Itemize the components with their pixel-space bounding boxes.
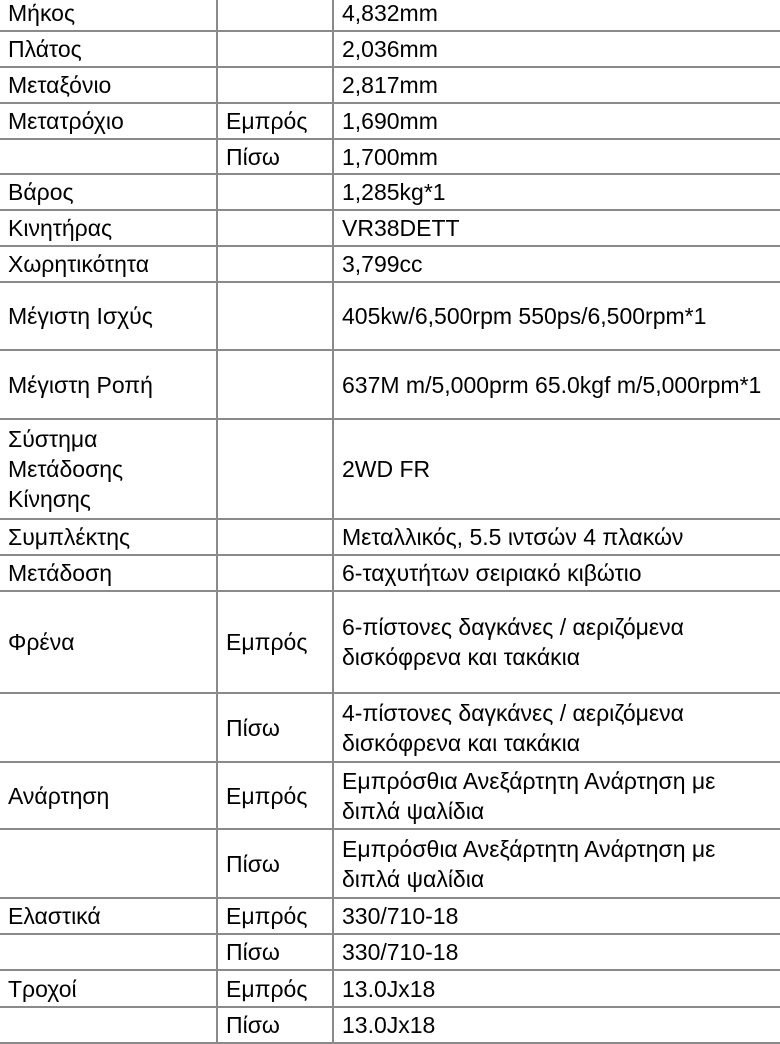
spec-sub: Πίσω: [217, 829, 333, 898]
spec-sub: [217, 210, 333, 246]
spec-value: 13.0Jx18: [333, 970, 780, 1007]
spec-label: Μετάδοση: [0, 555, 217, 591]
table-row: [0, 350, 780, 419]
spec-label: Συμπλέκτης: [0, 519, 217, 555]
spec-label: [0, 829, 217, 898]
spec-sub: [217, 67, 333, 103]
spec-label: Μεταξόνιο: [0, 67, 217, 103]
spec-sub: Πίσω: [217, 139, 333, 174]
table-row: [0, 970, 780, 1007]
spec-label: Σύστημα Μετάδοσης Κίνησης: [0, 419, 217, 519]
spec-value: 6-ταχυτήτων σειριακό κιβώτιο: [333, 555, 780, 591]
spec-sub: Πίσω: [217, 693, 333, 762]
spec-sub: [217, 31, 333, 67]
table-row: [0, 210, 780, 246]
spec-label: Χωρητικότητα: [0, 246, 217, 282]
table-row: [0, 103, 780, 139]
spec-sub: [217, 555, 333, 591]
spec-sub: Πίσω: [217, 934, 333, 970]
spec-label: Τροχοί: [0, 970, 217, 1007]
table-row: [0, 762, 780, 829]
table-row: [0, 934, 780, 970]
spec-sub: [217, 519, 333, 555]
table-row: [0, 174, 780, 210]
spec-value: 330/710-18: [333, 934, 780, 970]
spec-label: Πλάτος: [0, 31, 217, 67]
spec-value: 1,700mm: [333, 139, 780, 174]
spec-label: Κινητήρας: [0, 210, 217, 246]
spec-sub: [217, 246, 333, 282]
spec-label: [0, 693, 217, 762]
spec-sub: Πίσω: [217, 1007, 333, 1043]
table-row: [0, 591, 780, 693]
spec-label: Φρένα: [0, 591, 217, 693]
spec-label: Μήκος: [0, 0, 217, 31]
spec-sub: [217, 350, 333, 419]
spec-label: [0, 139, 217, 174]
spec-value: 4,832mm: [333, 0, 780, 31]
spec-value: 330/710-18: [333, 898, 780, 934]
spec-label: [0, 1007, 217, 1043]
spec-value: 4-πίστονες δαγκάνες / αεριζόμενα δισκόφρενα και τακάκια: [333, 693, 780, 762]
spec-label: Ελαστικά: [0, 898, 217, 934]
table-row: [0, 246, 780, 282]
table-row: [0, 555, 780, 591]
spec-label: [0, 934, 217, 970]
spec-value: 6-πίστονες δαγκάνες / αεριζόμενα δισκόφρενα και τακάκια: [333, 591, 780, 693]
table-row: [0, 67, 780, 103]
spec-value: VR38DETT: [333, 210, 780, 246]
spec-label: Μετατρόχιο: [0, 103, 217, 139]
spec-label: Βάρος: [0, 174, 217, 210]
spec-sub: Εμπρός: [217, 970, 333, 1007]
spec-value: Μεταλλικός, 5.5 ιντσών 4 πλακών: [333, 519, 780, 555]
spec-label: Μέγιστη Ισχύς: [0, 282, 217, 350]
spec-sub: [217, 282, 333, 350]
spec-sub: [217, 419, 333, 519]
spec-value: Εμπρόσθια Ανεξάρτητη Ανάρτηση με διπλά ψαλίδια: [333, 829, 780, 898]
table-row: [0, 31, 780, 67]
spec-label: Ανάρτηση: [0, 762, 217, 829]
spec-sub: [217, 174, 333, 210]
spec-value: 3,799cc: [333, 246, 780, 282]
spec-value: 2,036mm: [333, 31, 780, 67]
table-row: [0, 419, 780, 519]
table-row: [0, 898, 780, 934]
spec-value: 1,285kg*1: [333, 174, 780, 210]
spec-value: Εμπρόσθια Ανεξάρτητη Ανάρτηση με διπλά ψαλίδια: [333, 762, 780, 829]
spec-value: 637M m/5,000prm 65.0kgf m/5,000rpm*1: [333, 350, 780, 419]
table-row: [0, 829, 780, 898]
spec-sub: Εμπρός: [217, 103, 333, 139]
spec-sub: Εμπρός: [217, 898, 333, 934]
spec-sub: Εμπρός: [217, 591, 333, 693]
spec-value: 1,690mm: [333, 103, 780, 139]
table-row: [0, 139, 780, 174]
spec-value: 405kw/6,500rpm 550ps/6,500rpm*1: [333, 282, 780, 350]
table-row: [0, 519, 780, 555]
spec-value: 2,817mm: [333, 67, 780, 103]
spec-value: 13.0Jx18: [333, 1007, 780, 1043]
table-row: [0, 693, 780, 762]
table-row: [0, 0, 780, 31]
spec-value: 2WD FR: [333, 419, 780, 519]
spec-sub: [217, 0, 333, 31]
spec-label: Μέγιστη Ροπή: [0, 350, 217, 419]
spec-sub: Εμπρός: [217, 762, 333, 829]
table-row: [0, 1007, 780, 1043]
table-row: [0, 282, 780, 350]
